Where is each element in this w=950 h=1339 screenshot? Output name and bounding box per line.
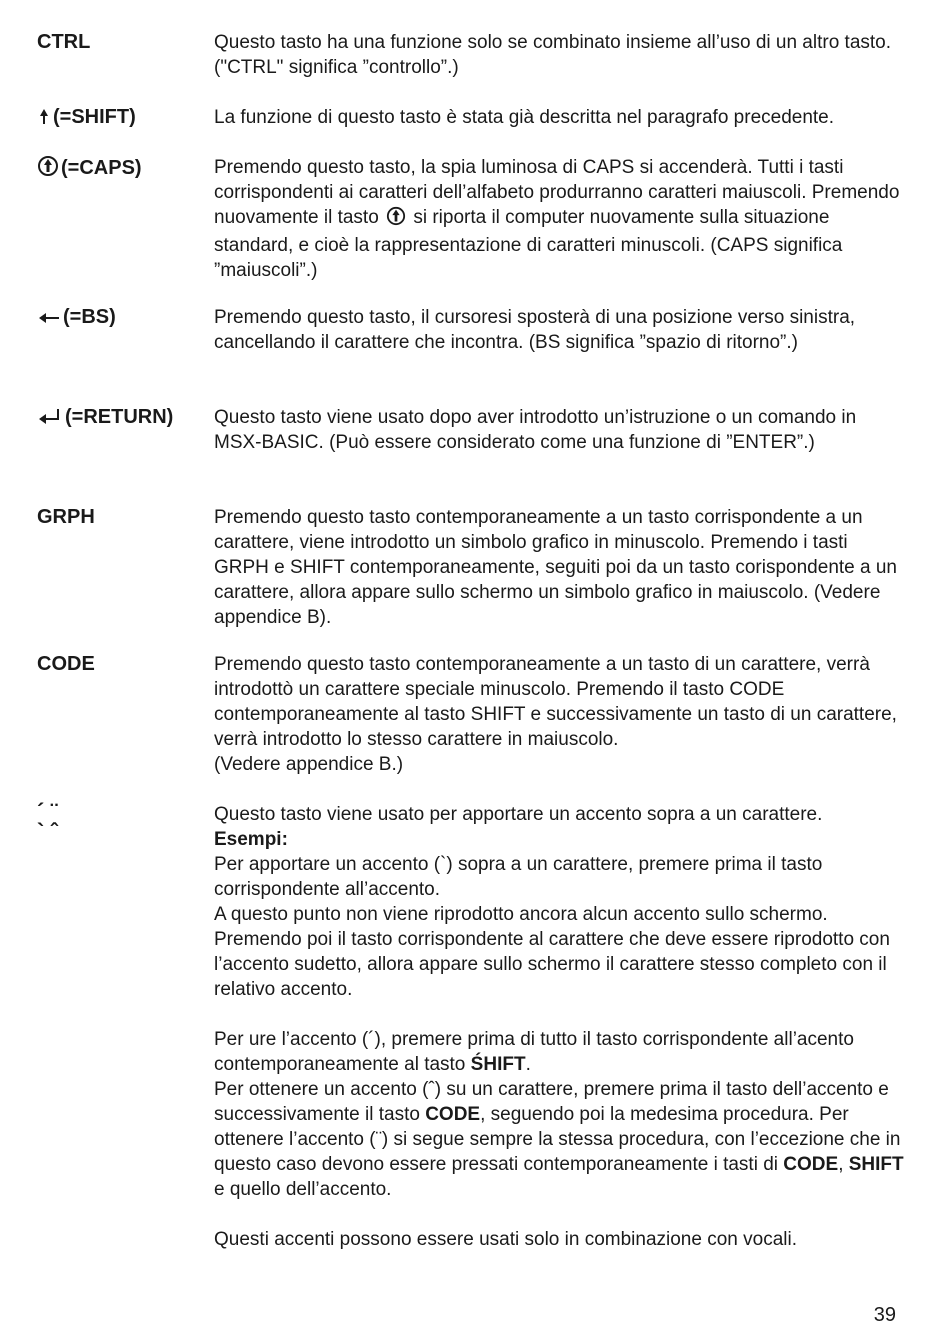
key-label-caps: (=CAPS) — [37, 155, 142, 184]
key-label-grph: GRPH — [37, 506, 95, 528]
description-ctrl — [214, 30, 904, 80]
description-accent — [214, 802, 904, 1252]
description-bs — [214, 305, 904, 355]
description-text: Premendo questo tasto contemporaneamente a un tasto corrispondente a un carattere, viene introdotto un simbolo grafico in minuscolo. Premendo i tasti GRPH e SHIFT contemporaneamente, seguiti poi da un tasto corispondente a un carattere, allora appare sullo schermo un simbolo grafico in maiuscolo. (Vedere appendice B). — [214, 507, 897, 628]
key-label-ctrl: CTRL — [37, 31, 91, 53]
description-text: Questo tasto viene usato dopo aver introdotto un’istruzione o un comando in MSX-BASIC. (Può essere considerato come una funzione di ”ENTER”.) — [214, 407, 857, 453]
description-code — [214, 652, 904, 777]
description-grph — [214, 505, 904, 630]
accent-paragraph: A questo punto non viene riprodotto ancora alcun accento sullo schermo. Premendo poi il tasto corrispondente al carattere che deve essere riprodotto con l’accento sudetto, allora appare sullo schermo il carattere stesso completo con il relativo accento. — [214, 904, 890, 1000]
key-label-code: CODE — [37, 653, 95, 675]
description-text: Premendo questo tasto, il cursoresi sposterà di una posizione verso sinistra, cancellando il carattere che incontra. (BS significa ”spazio di ritorno”.) — [214, 307, 856, 353]
key-label-shift: (=SHIFT) — [37, 105, 136, 133]
accent-paragraph: Per ure l’accento (´), premere prima di tutto il tasto corrispondente all’acento contemporaneamente al tasto ŚHIFT. — [214, 1029, 854, 1075]
description-shift — [214, 105, 904, 130]
accent-keys-row-1: ´ ¨ — [37, 799, 58, 824]
key-label-bs: (=BS) — [37, 305, 116, 333]
description-text: Questo tasto ha una funzione solo se combinato insieme all’uso di un altro tasto. ("CTRL" significa ”controllo”.) — [214, 32, 892, 78]
description-text: Premendo questo tasto contemporaneamente a un tasto di un carattere, verrà introdottò un carattere speciale minuscolo. Premendo il tasto CODE contemporaneamente al tasto SHIFT e successivamente un tasto di un carattere, verrà introdotto lo stesso carattere in maiuscolo. — [214, 654, 897, 750]
accent-paragraph: Per ottenere un accento (ˆ) su un carattere, premere prima il tasto dell’accento e successivamente il tasto CODE, seguendo poi la medesima procedura. Per ottenere l’accento (¨) si segue sempre la stessa procedura, con l’eccezione che in questo caso devono essere pressati contemporaneamente i tasti di CODE, SHIFT e quello dell’accento. — [214, 1079, 904, 1200]
backspace-arrow-icon — [37, 308, 61, 333]
description-text: La funzione di questo tasto è stata già descritta nel paragrafo precedente. — [214, 107, 835, 128]
accent-keys-label — [37, 799, 58, 844]
page-number: 39 — [873, 1304, 896, 1326]
description-caps — [214, 155, 904, 283]
shift-arrow-icon — [37, 106, 51, 133]
description-text: (Vedere appendice B.) — [214, 754, 404, 775]
key-label-return: (=RETURN) — [37, 405, 173, 433]
accent-paragraph: Per apportare un accento (`) sopra a un carattere, premere prima il tasto corrispondente all’accento. — [214, 854, 823, 900]
accent-final-note: Questi accenti possono essere usati solo in combinazione con vocali. — [214, 1229, 797, 1250]
accent-keys-row-2: ` ˆ — [37, 819, 58, 844]
description-return — [214, 405, 904, 455]
caps-lock-icon — [386, 206, 406, 233]
examples-heading: Esempi: — [214, 829, 288, 850]
description-text: Premendo questo tasto, la spia luminosa di CAPS si accenderà. Tutti i tasti corrispondenti ai caratteri dell’alfabeto produrranno caratteri maiuscoli. Premendo nuovamente il tasto si riporta il computer nuovamente sulla situazione standard, e cioè la rappresentazione di caratteri minuscoli. (CAPS significa ”maiuscoli”.) — [214, 157, 900, 281]
caps-lock-icon — [37, 155, 59, 184]
accent-intro: Questo tasto viene usato per apportare un accento sopra a un carattere. — [214, 804, 823, 825]
return-arrow-icon — [37, 406, 63, 433]
